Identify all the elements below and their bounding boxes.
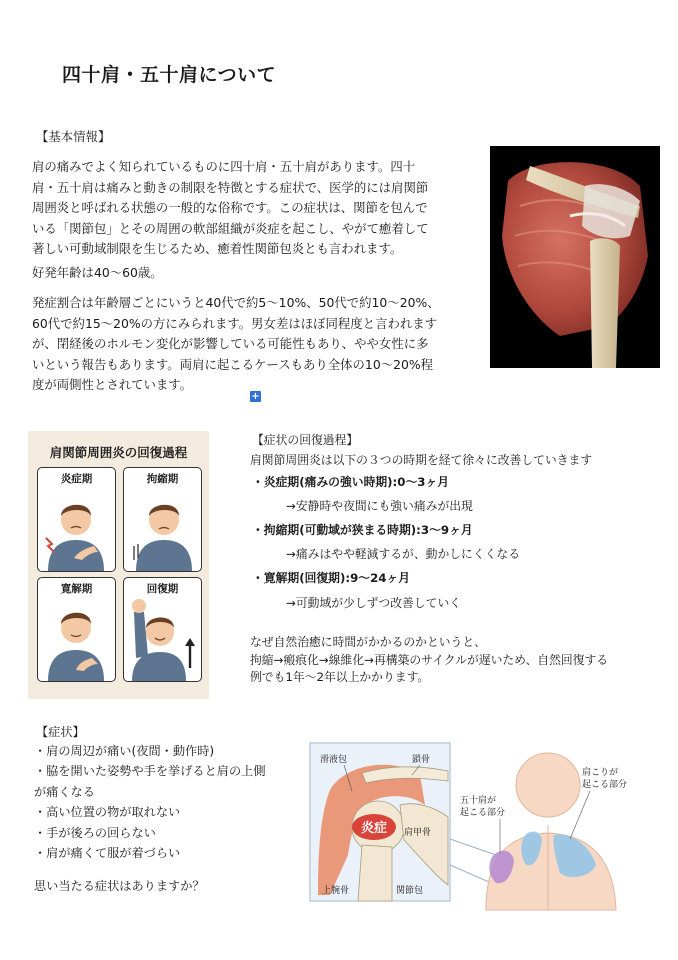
phase-1-detail: →安静時や夜間にも強い痛みが出現 (286, 499, 473, 513)
symptoms-question: 思い当たる症状はありますか？ (34, 879, 205, 893)
scapula-label: 肩甲骨 (404, 827, 432, 837)
shoulder-anatomy-image (490, 146, 660, 368)
closing-line: 例でも1年〜2年以上かかります。 (250, 670, 430, 684)
gojukata-label-1: 五十肩が (460, 795, 497, 805)
age-text: 好発年齢は40〜60歳。 (32, 265, 163, 280)
shoulder-diagram (300, 735, 628, 910)
phase-2-detail: →痛みはやや軽減するが、動かしにくくなる (286, 547, 521, 561)
list-item: が痛くなる (34, 784, 95, 799)
basic-line: 著しい可動域制限を生じるため、癒着性関節包炎とも言われます。 (32, 241, 403, 256)
basic-paragraph (32, 157, 472, 260)
phase-2-label: ・拘縮期(可動域が狭まる時期):3〜9ヶ月 (252, 523, 473, 537)
basic-heading: 【基本情報】 (36, 129, 111, 144)
basic-line: 肩の痛みでよく知られているものに四十肩・五十肩があります。四十 (32, 159, 416, 174)
basic-line: いる「関節包」とその周囲の軟部組織が炎症を起こし、やがて癒着して (32, 220, 429, 236)
process-closing (250, 632, 660, 687)
panel-label: 拘縮期 (146, 473, 179, 485)
rate-line: 度が両側性とされています。 (32, 377, 193, 392)
page-title: 四十肩・五十肩について (62, 64, 277, 86)
basic-line: 周囲炎と呼ばれる状態の一般的な俗称です。この症状は、関節を包んで (32, 200, 428, 215)
rate-line: いという報告もあります。両肩に起こるケースもあり全体の10〜20%程 (32, 356, 434, 372)
symptoms-heading: 【症状】 (36, 725, 85, 739)
closing-line: なぜ自然治癒に時間がかかるのかというと、 (250, 635, 486, 649)
rate-line: が、閉経後のホルモン変化が影響している可能性もあり、やや女性に多 (32, 336, 429, 351)
phase-1-label: ・炎症期(痛みの強い時期):0〜3ヶ月 (252, 475, 450, 489)
phase-3-detail: →可動域が少しずつ改善していく (286, 596, 462, 610)
panel-inflammation (37, 467, 116, 572)
card-title: 肩関節周囲炎の回復過程 (49, 445, 188, 460)
list-item: ・脇を開いた姿勢や手を挙げると肩の上側 (34, 764, 266, 779)
panel-label: 炎症期 (60, 473, 93, 485)
panel-recovery (123, 577, 202, 682)
expand-plus-icon[interactable]: + (251, 391, 260, 402)
recovery-process-card (28, 431, 209, 699)
list-item: ・高い位置の物が取れない (34, 805, 181, 820)
rate-line: 60代で約15〜20%の方にみられます。男女差はほぼ同程度と言われます (32, 315, 438, 331)
rate-paragraph (32, 293, 472, 396)
list-item: ・肩が痛くて服が着づらい (34, 846, 181, 861)
bursa-label: 滑液包 (320, 754, 348, 764)
rate-line: 発症割合は年齢層ごとにいうと40代で約5〜10%、50代で約10〜20%、 (32, 295, 440, 310)
closing-line: 拘縮→瘢痕化→線維化→再構築のサイクルが遅いため、自然回復する (250, 653, 609, 667)
katakori-label-1: 肩こりが (582, 767, 619, 777)
panel-contracture (123, 467, 202, 572)
panel-remission (37, 577, 116, 682)
process-heading: 【症状の回復過程】 (252, 433, 359, 447)
inflammation-label: 炎症 (360, 820, 388, 835)
clavicle-label: 鎖骨 (412, 754, 431, 764)
basic-line: 肩・五十肩は痛みと動きの制限を特徴とする症状で、医学的には肩関節 (32, 179, 429, 195)
process-intro: 肩関節周囲炎は以下の３つの時期を経て徐々に改善していきます (250, 453, 593, 467)
symptoms-list (34, 741, 294, 863)
gojukata-label-2: 起こる部分 (460, 807, 506, 817)
panel-label: 寛解期 (60, 583, 93, 595)
panel-label: 回復期 (146, 583, 179, 595)
list-item: ・手が後ろの回らない (34, 825, 156, 840)
humerus-label: 上腕骨 (322, 885, 350, 895)
list-item: ・肩の周辺が痛い(夜間・動作時) (34, 744, 215, 758)
phase-3-label: ・寛解期(回復期):9〜24ヶ月 (252, 571, 411, 585)
katakori-label-2: 起こる部分 (582, 779, 628, 789)
capsule-label: 関節包 (396, 885, 424, 895)
